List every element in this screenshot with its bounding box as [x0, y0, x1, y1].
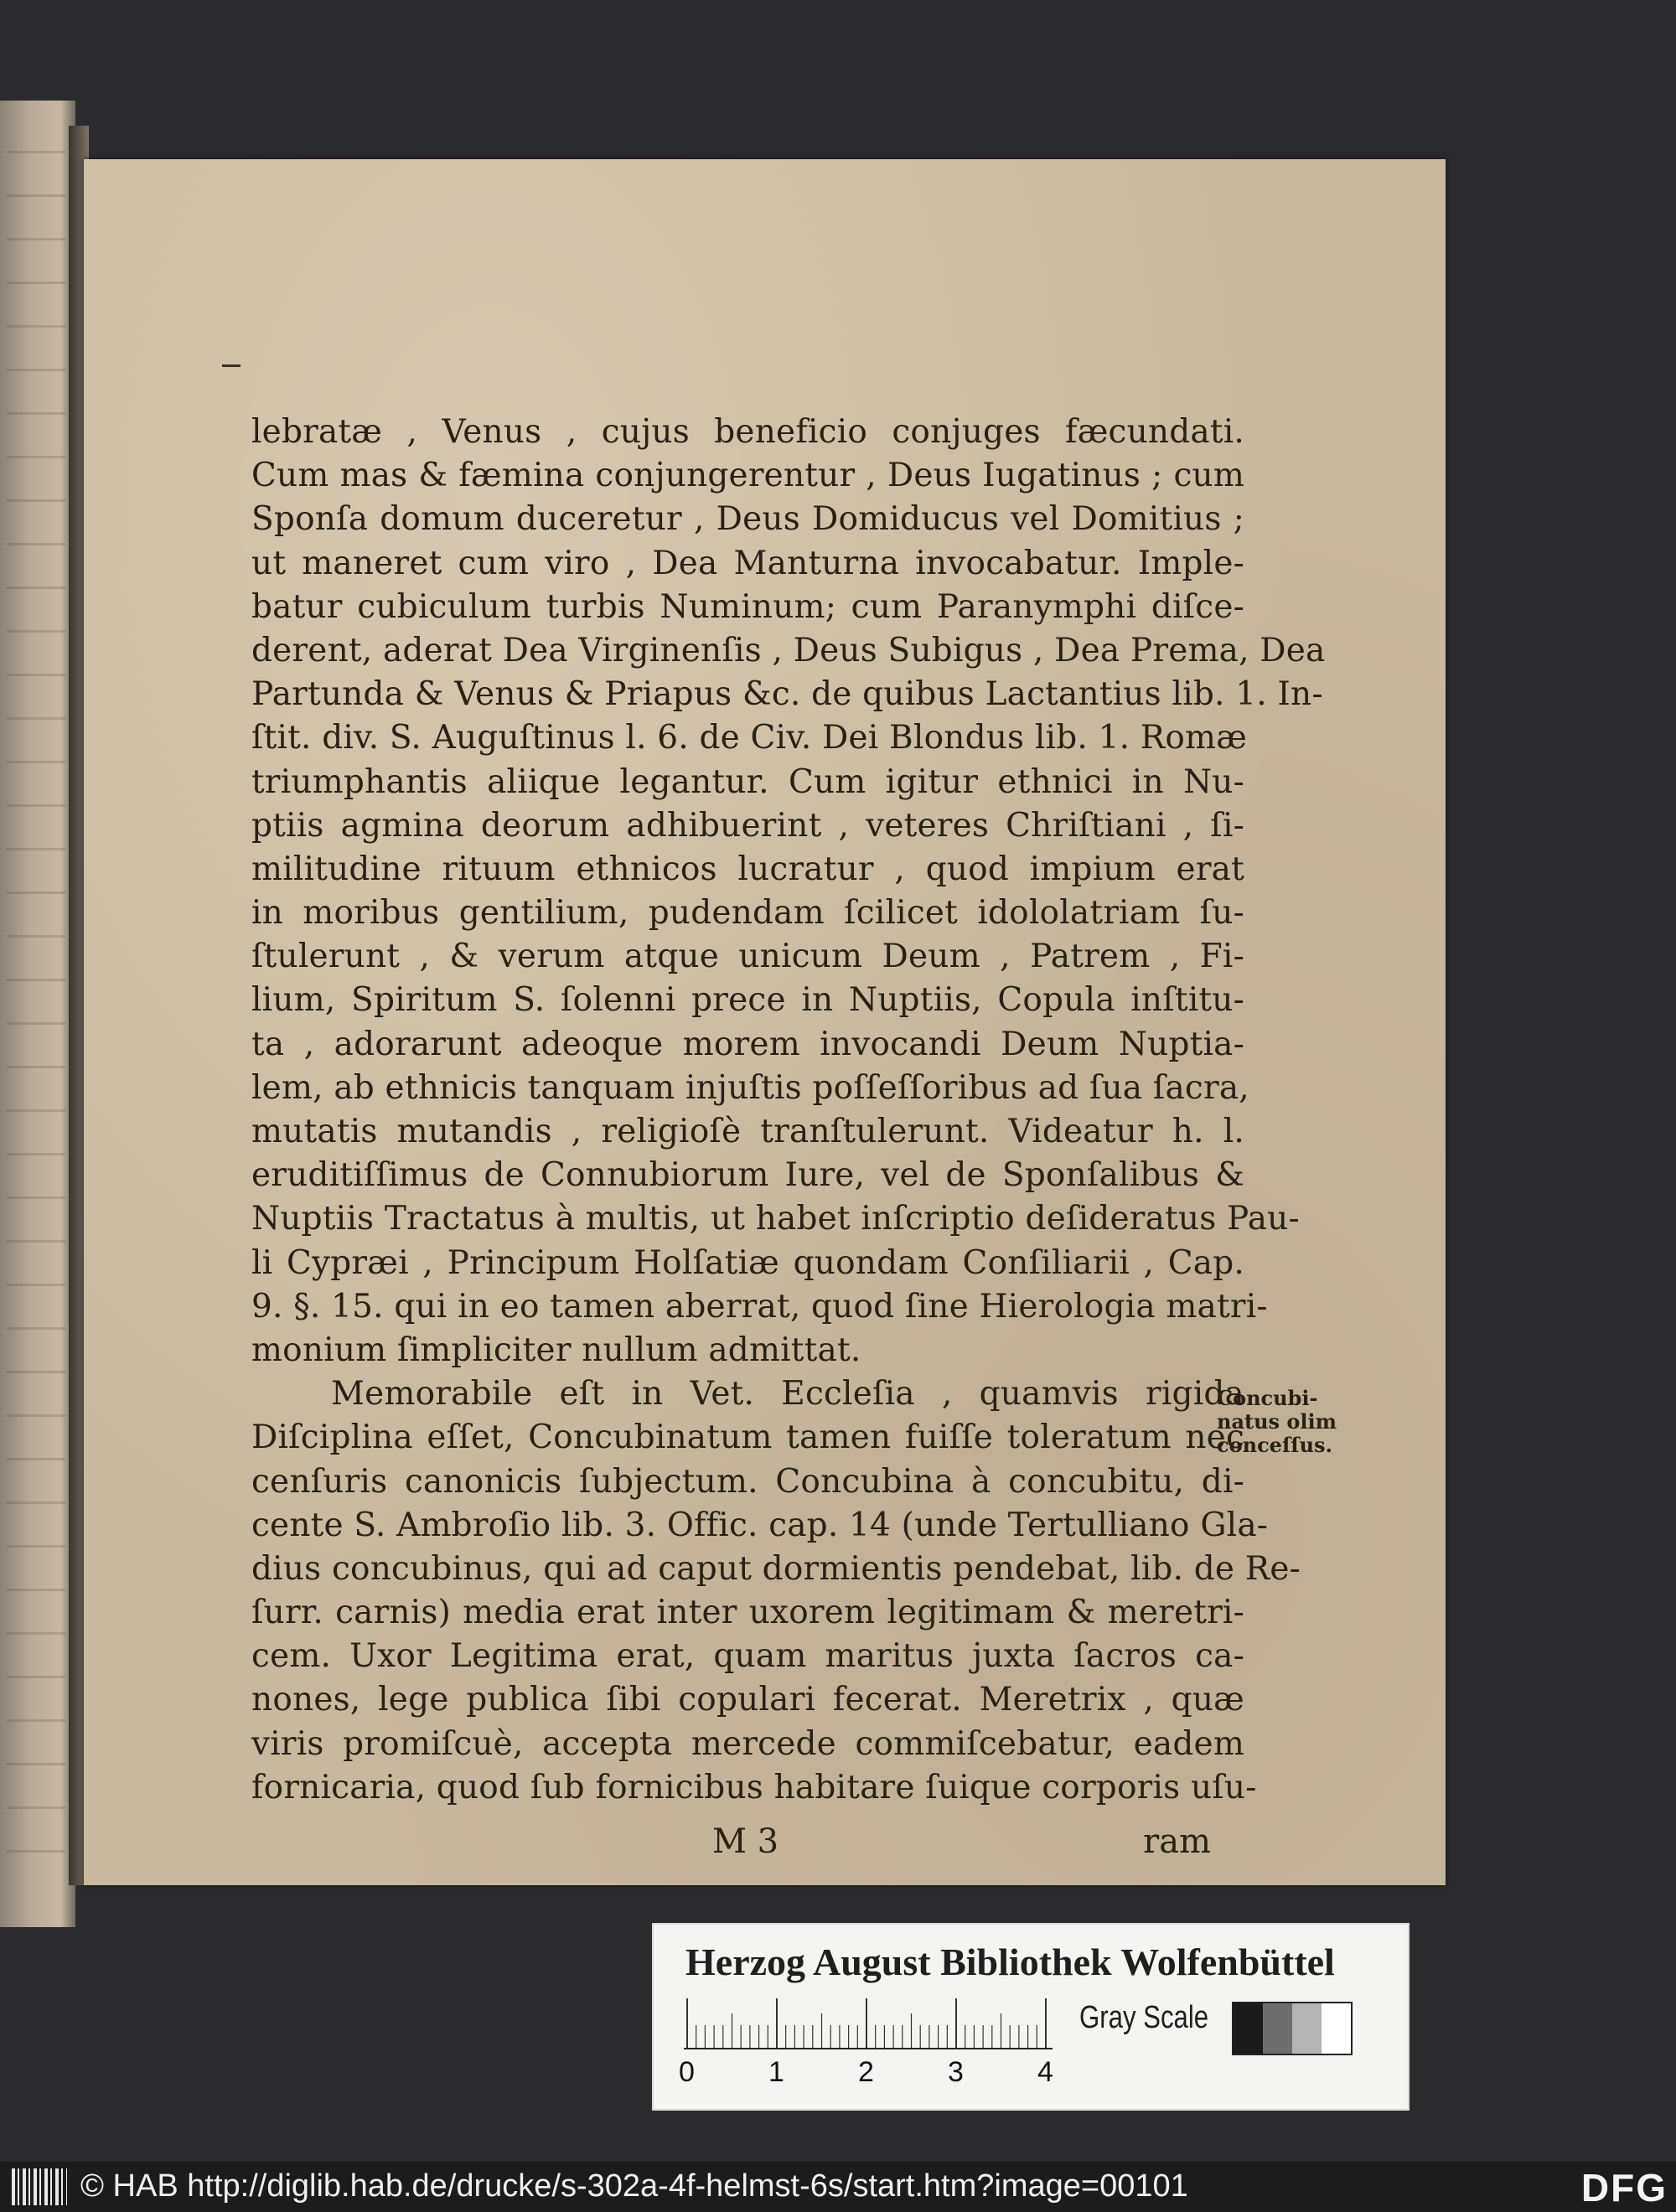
gray-swatch [1263, 2003, 1292, 2054]
library-name: Herzog August Bibliothek Wolfenbüttel [685, 1941, 1335, 1983]
text-line: ſtit. div. S. Auguſtinus l. 6. de Civ. Dei Blondus lib. 1. Romæ [251, 719, 1248, 757]
dfg-logo: DFG [1580, 2166, 1668, 2209]
ruler-number: 4 [1037, 2056, 1053, 2088]
gray-scale-label: Gray Scale [1079, 2000, 1209, 2035]
text-line: militudine rituum ethnicos lucratur , quod impium erat [251, 850, 1244, 888]
page-footer-line [251, 1822, 1211, 1868]
gray-swatch [1322, 2003, 1351, 2054]
gray-swatch [1292, 2003, 1322, 2054]
text-line: ptiis agmina deorum adhibuerint , veteres Chriſtiani , ſi- [251, 806, 1244, 845]
text-line: lebratæ , Venus , cujus beneficio conjuges fæcundati. [251, 413, 1244, 451]
ruler-number: 2 [858, 2056, 874, 2088]
gray-swatch [1234, 2003, 1263, 2054]
text-line: Partunda & Venus & Priapus &c. de quibus Lactantius lib. 1. In- [251, 675, 1323, 714]
text-line: dius concubinus, qui ad caput dormientis pendebat, lib. de Re- [251, 1549, 1301, 1588]
text-line: Memorabile eſt in Vet. Eccleſia , quamvis rigida [331, 1375, 1244, 1414]
text-line: fornicaria, quod ſub fornicibus habitare ſuique corporis uſu- [251, 1768, 1257, 1806]
copyright-url: © HAB http://diglib.hab.de/drucke/s-302a-4f-helmst-6s/start.htm?image=00101 [80, 2168, 1188, 2204]
text-line: lium, Spiritum S. ſolenni prece in Nuptiis, Copula inſtitu- [251, 981, 1244, 1020]
scanned-page [84, 159, 1446, 1885]
ruler-number: 3 [948, 2056, 964, 2088]
text-line: triumphantis aliique legantur. Cum igitur ethnici in Nu- [251, 762, 1244, 801]
text-line: mutatis mutandis , religioſè tranſtulerunt. Videatur h. l. [251, 1113, 1244, 1150]
text-line: li Cypræi , Principum Holſatiæ quondam Conſiliarii , Cap. [251, 1243, 1244, 1282]
text-line: derent, aderat Dea Virginenſis , Deus Subigus , Dea Prema, Dea [251, 631, 1326, 669]
text-line: in moribus gentilium, pudendam ſcilicet idololatriam ſu- [251, 894, 1244, 933]
ruler-numbers [679, 2056, 1064, 2090]
text-line: cenſuris canonicis ſubjectum. Concubina à concubitu, di- [251, 1462, 1244, 1501]
text-line: 9. §. 15. qui in eo tamen aberrat, quod ſine Hierologia matri- [251, 1287, 1268, 1326]
color-target-card [652, 1923, 1410, 2111]
scale-ruler [684, 1998, 1053, 2050]
text-line: eruditiſſimus de Connubiorum Iure, vel de Sponſalibus & [251, 1156, 1244, 1195]
margin-note-line: natus olim [1217, 1409, 1337, 1434]
text-line: Cum mas & fæmina conjungerentur , Deus Iugatinus ; cum [251, 457, 1244, 495]
gray-scale-swatches [1232, 2002, 1353, 2055]
text-line: Sponſa domum duceretur , Deus Domiducus vel Domitius ; [251, 500, 1244, 539]
ruler-number: 1 [768, 2056, 784, 2088]
text-line: Nuptiis Tractatus à multis, ut habet inſcriptio deſideratus Pau- [251, 1200, 1300, 1238]
text-line: lem, ab ethnicis tanquam injuſtis poſſeſſoribus ad ſua ſacra, [251, 1068, 1249, 1107]
top-dash [222, 364, 241, 367]
catchword: ram [1143, 1822, 1211, 1861]
text-line: ſurr. carnis) media erat inter uxorem legitimam & meretri- [251, 1594, 1244, 1632]
text-line: ta , adorarunt adeoque morem invocandi Deum Nuptia- [251, 1025, 1244, 1063]
text-line: viris promiſcuè, accepta mercede commiſcebatur, eadem [251, 1724, 1244, 1763]
margin-note-line: Concubi- [1217, 1386, 1318, 1410]
left-page-edge [0, 101, 75, 1927]
margin-note-line: conceſſus. [1217, 1433, 1332, 1457]
signature-mark: M 3 [712, 1822, 779, 1861]
margin-note [1217, 1387, 1359, 1457]
text-line: batur cubiculum turbis Numinum; cum Paranymphi diſce- [251, 587, 1244, 626]
footer-bar [0, 2162, 1676, 2212]
text-line: ſtulerunt , & verum atque unicum Deum , Patrem , Fi- [251, 938, 1244, 976]
text-line: monium ſimpliciter nullum admittat. [251, 1331, 861, 1369]
text-line: cem. Uxor Legitima erat, quam maritus juxta ſacros ca- [251, 1637, 1244, 1676]
text-line: Diſciplina eſſet, Concubinatum tamen fuiſſe toleratum nec [251, 1419, 1244, 1457]
text-line: nones, lege publica ſibi copulari fecerat. Meretrix , quæ [251, 1681, 1244, 1719]
text-line: ut maneret cum viro , Dea Manturna invocabatur. Imple- [251, 544, 1244, 582]
text-line: cente S. Ambroſio lib. 3. Offic. cap. 14 (unde Tertulliano Gla- [251, 1506, 1269, 1544]
barcode-icon [12, 2168, 67, 2205]
ruler-number: 0 [679, 2056, 695, 2088]
